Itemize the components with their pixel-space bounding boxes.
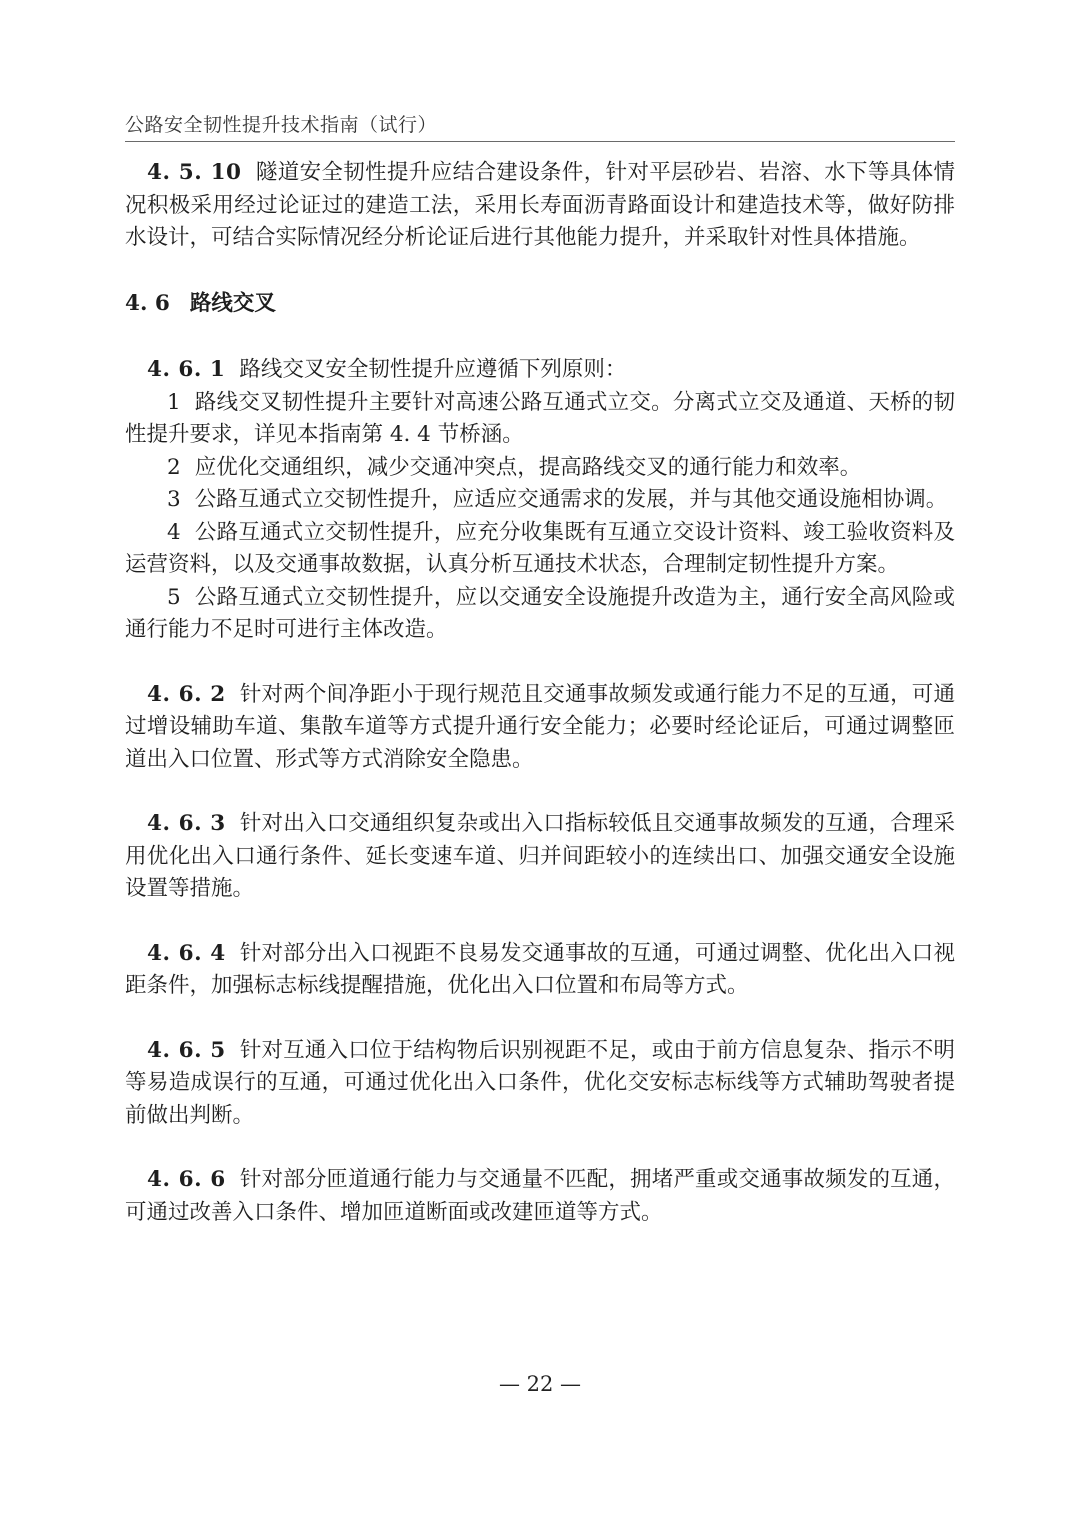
clause-text: 针对出入口交通组织复杂或出入口指标较低且交通事故频发的互通，合理采用优化出入口通行条件、延长变速车道、归并间距较小的连续出口、加强交通安全设施设置等措施。 [125, 811, 955, 901]
running-header: 公路安全韧性提升技术指南（试行） [125, 114, 438, 136]
list-item-text: 公路互通式立交韧性提升，应适应交通需求的发展，并与其他交通设施相协调。 [194, 487, 948, 512]
clause-text: 针对互通入口位于结构物后识别视距不足，或由于前方信息复杂、指示不明等易造成误行的互通，可通过优化出入口条件，优化交安标志标线等方式辅助驾驶者提前做出判断。 [125, 1037, 955, 1128]
list-item-number: 3 [167, 487, 181, 512]
list-item-text: 公路互通式立交韧性提升，应以交通安全设施提升改造为主，通行安全高风险或通行能力不足时可进行主体改造。 [125, 584, 955, 642]
list-item-text: 公路互通式立交韧性提升，应充分收集既有互通立交设计资料、竣工验收资料及运营资料，以及交通事故数据，认真分析互通技术状态，合理制定韧性提升方案。 [125, 519, 955, 577]
list-item [125, 452, 955, 485]
clause-4-6-6 [125, 1164, 955, 1229]
clause-number: 4. 6. 1 [147, 357, 226, 382]
clause-number: 4. 6. 4 [147, 940, 226, 966]
page-number: — 22 — [498, 1372, 582, 1396]
clause-number: 4. 6. 5 [147, 1037, 226, 1063]
list-item-text: 应优化交通组织，减少交通冲突点，提高路线交叉的通行能力和效率。 [194, 454, 862, 480]
clause-number: 4. 5. 10 [147, 160, 242, 185]
clause-4-6-5 [125, 1035, 955, 1133]
list-item-text: 路线交叉韧性提升主要针对高速公路互通式立交。分离式立交及通道、天桥的韧性提升要求，详见本指南第 4. 4 节桥涵。 [125, 389, 955, 447]
clause-text: 针对部分出入口视距不良易发交通事故的互通，可通过调整、优化出入口视距条件，加强标志标线提醒措施，优化出入口位置和布局等方式。 [125, 940, 955, 998]
list-item [125, 582, 955, 647]
clause-4-5-10 [125, 157, 955, 255]
clause-text: 路线交叉安全韧性提升应遵循下列原则： [239, 357, 627, 382]
clause-4-6-3 [125, 808, 955, 906]
clause-text: 针对部分匝道通行能力与交通量不匹配，拥堵严重或交通事故频发的互通，可通过改善入口条件、增加匝道断面或改建匝道等方式。 [125, 1167, 955, 1225]
clause-text: 隧道安全韧性提升应结合建设条件，针对平层砂岩、岩溶、水下等具体情况积极采用经过论证过的建造工法，采用长寿面沥青路面设计和建造技术等，做好防排水设计，可结合实际情况经分析论证后进行其他能力提升，并采取针对性具体措施。 [125, 160, 955, 250]
section-title: 路线交叉 [189, 290, 276, 316]
section-heading-4-6 [125, 288, 955, 321]
clause-text: 针对两个间净距小于现行规范且交通事故频发或通行能力不足的互通，可通过增设辅助车道、集散车道等方式提升通行安全能力；必要时经论证后，可通过调整匝道出入口位置、形式等方式消除安全隐患。 [125, 681, 955, 772]
header-divider [125, 141, 955, 142]
list-item-number: 1 [167, 389, 181, 415]
list-item-number: 4 [167, 519, 181, 545]
list-item [125, 387, 955, 452]
clause-4-6-2 [125, 679, 955, 777]
list-item [125, 484, 955, 517]
clause-4-6-1 [125, 354, 955, 387]
clause-4-6-4 [125, 938, 955, 1003]
clause-number: 4. 6. 3 [147, 811, 226, 836]
document-body [125, 157, 955, 1229]
clause-number: 4. 6. 2 [147, 681, 226, 707]
section-number: 4. 6 [125, 290, 170, 316]
list-item [125, 517, 955, 582]
list-item-number: 5 [167, 584, 181, 610]
clause-number: 4. 6. 6 [147, 1167, 226, 1192]
list-item-number: 2 [167, 454, 181, 480]
